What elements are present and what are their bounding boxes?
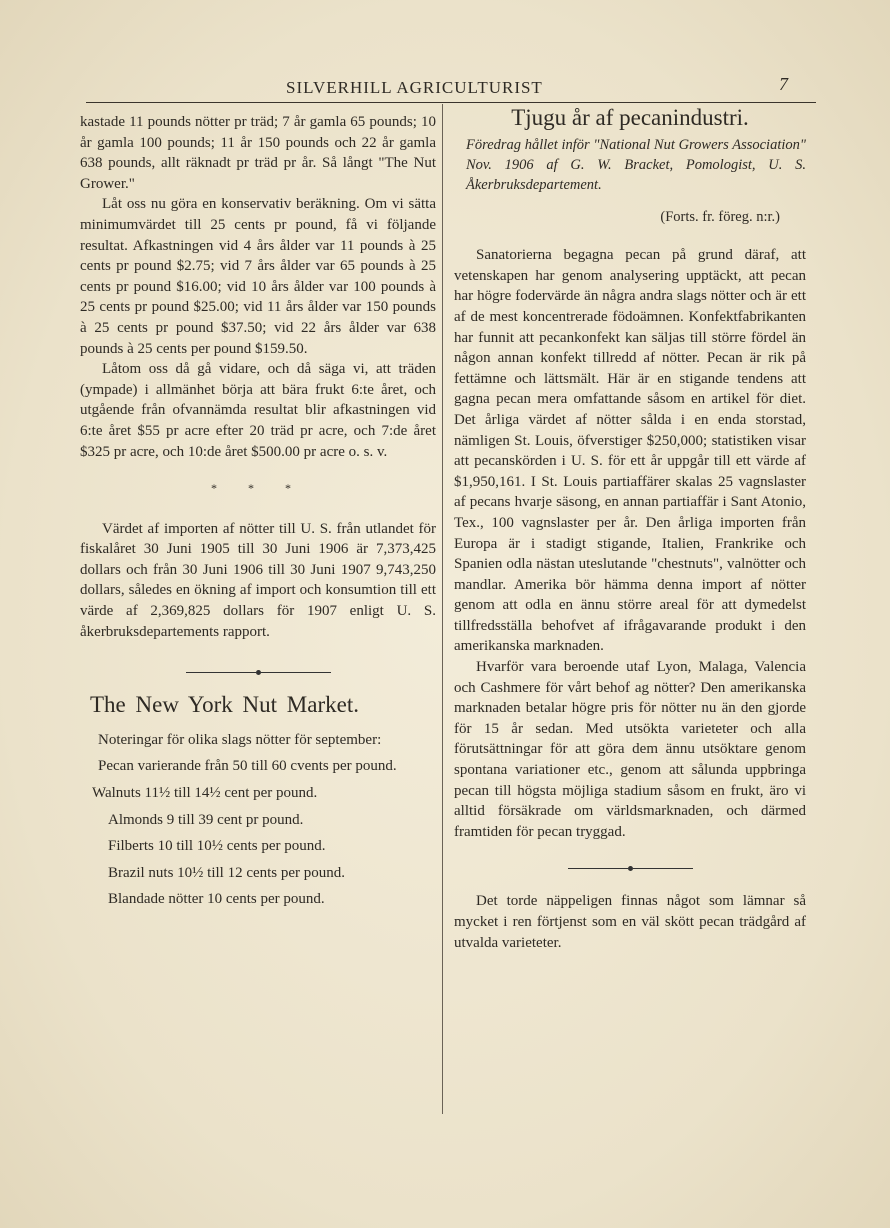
market-price-list xyxy=(80,730,436,910)
market-intro: Noteringar för olika slags nötter för september: xyxy=(98,731,382,748)
paragraph: kastade 11 pounds nötter pr träd; 7 år gamla 65 pounds; 10 år gamla 100 pounds; 11 år 150 pounds och 22 år gamla 638 pounds, allt räknadt pr träd pr år. Så långt "The Nut Grower." xyxy=(80,114,436,192)
article-subtitle: Föredrag hållet inför "National Nut Growers Association" Nov. 1906 af G. W. Bracket, Pomologist, U. S. Åkerbruksdepartement. xyxy=(466,136,806,193)
list-item: Brazil nuts 10½ till 12 cents per pound. xyxy=(108,864,346,881)
list-item: Walnuts 11½ till 14½ cent per pound. xyxy=(92,785,318,802)
page-header xyxy=(86,74,816,103)
paragraph: Hvarför vara beroende utaf Lyon, Malaga, Valencia och Cashmere för vårt behof ag nötter? Den amerikanska marknaden betalar högre pris för nötter nu än den gjorde för 15 år sedan. Med utsökta varieteter och alla förutsättningar för att göra dem ännu utsöktare genom spontana variationer etc., genom att sålunda uppbringa pecan till högsta möjliga stadium såsom en frukt, äro vi alltid försäkrade om världsmarknaden, och därmed framtiden för pecan tryggad. xyxy=(454,659,806,840)
section-divider xyxy=(80,670,436,675)
paragraph: Sanatorierna begagna pecan på grund däraf, att vetenskapen har genom analysering upptäckt, att pecan har högre fodervärde än några andra slags nötter och är ett af de mest koncentrerade födoämnen. Konfektfabrikanten har funnit att pecankonfekt kan säljas till större fördel än någon annan konfekt tillredd af nötter. Pecan är rik på fettämne och lättsmält. Här är en stigande tendens att gagna pecan mera omfattande såsom en artikel för diet. Det årliga värdet af nötter sålda i en enda storstad, nämligen St. Louis, öfverstiger $250,000; statistiken visar att pecanskörden i U. S. för ett år uppgår till ett värde af $1,950,161. I St. Louis partiaffärer skalas 25 vagnslaster af pecans hvarje säsong, en annan partiaffär i Sant Atonio, Tex., 100 vagnslaster per år. Den årliga importen från Europa är i stadigt stigande, Italien, Frankrike och Spanien odla nästan uteslutande "chestnuts", valnötter och mandlar. Amerika bör hämma denna import af nötter genom att odla en ännu större areal för att dymedelst tillfredsställa behofvet af ifrågavarande produkt i den amerikanska marknaden. xyxy=(454,247,806,655)
list-item: Almonds 9 till 39 cent pr pound. xyxy=(108,811,304,828)
paragraph: Låt oss nu göra en konservativ beräkning. Om vi sätta minimumvärdet till 25 cents pr pound, få vi följande resultat. Afkastningen vid 4 års ålder var 11 pounds à 25 cents pr pound $2.75; vid 7 års ålder var 65 pounds à 25 cents pr pound $16.00; vid 10 års ålder var 100 pounds à 25 cents pr pound $25.00; vid 11 års ålder var 150 pounds à 25 cents pr pound $37.50; vid 22 års ålder var 638 pounds à 25 cents per pound $159.50. xyxy=(80,196,436,357)
paragraph: Värdet af importen af nötter till U. S. från utlandet för fiskalåret 30 Juni 1905 till 30 Juni 1906 är 7,373,425 dollars och från 30 Juni 1906 till 30 Juni 1907 9,743,250 dollars, således en ökning af import och konsumtion till ett värde af 2,369,825 dollars för 1907 enligt U. S. åkerbruksdepartements rapport. xyxy=(80,520,436,640)
list-item: Filberts 10 till 10½ cents per pound. xyxy=(108,838,326,855)
page-number: 7 xyxy=(779,74,788,94)
article-title: Tjugu år af pecanindustri. xyxy=(511,105,749,130)
section-divider xyxy=(454,866,806,871)
right-column xyxy=(454,105,806,953)
market-section-title: The New York Nut Market. xyxy=(90,692,359,718)
running-title: SILVERHILL AGRICULTURIST xyxy=(286,78,543,97)
paragraph: Låtom oss då gå vidare, och då säga vi, att träden (ympade) i allmänhet börja att bära frukt 6:te året, och utgående från ofvannämda resultat blir afkastningen vid 6:te året $55 pr acre efter 20 träd pr acre, och 7:de året $325 pr acre, och 10:de året $500.00 pr acre o. s. v. xyxy=(80,361,436,460)
continued-note: (Forts. fr. föreg. n:r.) xyxy=(660,208,780,225)
left-column xyxy=(80,112,436,916)
closing-paragraph: Det torde näppeligen finnas något som lämnar så mycket i ren förtjenst som en väl skött pecan trädgård af utvalda varieteter. xyxy=(454,893,806,951)
list-item: Blandade nötter 10 cents per pound. xyxy=(108,891,325,908)
section-separator-stars: * * * xyxy=(211,481,305,496)
list-item: Pecan varierande från 50 till 60 cvents per pound. xyxy=(98,758,397,775)
column-divider xyxy=(442,104,443,1114)
